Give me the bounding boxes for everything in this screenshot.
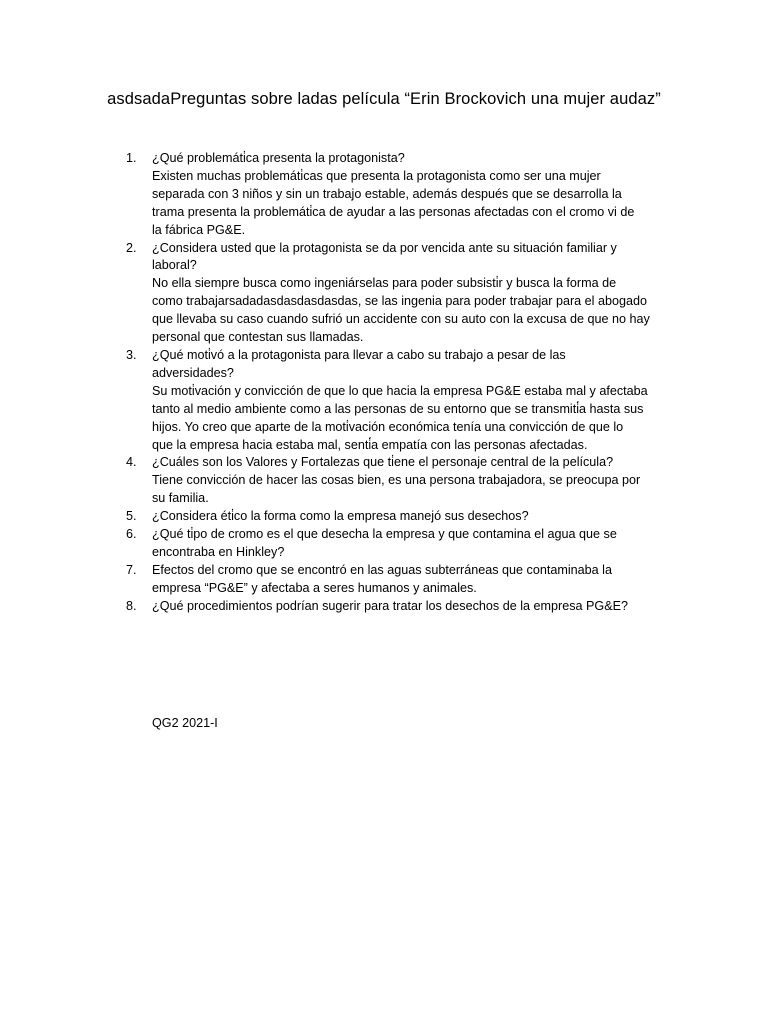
answer-line: separada con 3 niños y sin un trabajo estable, además después que se desarrolla la	[152, 186, 622, 201]
answer-line: tanto al medio ambiente como a las personas de su entorno que se transmiti̇́a hasta sus	[152, 401, 644, 416]
question-line: empresa “PG&E” y afectaba a seres humanos y animales.	[152, 580, 477, 595]
question-line: ¿Cuáles son los Valores y Fortalezas que ti̇ene el personaje central de la película?	[152, 455, 614, 470]
question-line: laboral?	[152, 258, 197, 273]
question-number: 3.	[126, 347, 137, 362]
answer-line: Su moti̇vación y convicción de que lo que hacia la empresa PG&E estaba mal y afectaba	[152, 383, 648, 398]
answer-line: hijos. Yo creo que aparte de la moti̇vación económica tenía una convicción de que lo	[152, 419, 624, 434]
answer-line: que llevaba su caso cuando sufrió un accidente con su auto con la excusa de que no hay	[152, 312, 650, 327]
question-list	[120, 150, 665, 616]
answer-line: la fábrica PG&E.	[152, 222, 246, 237]
answer-line: como trabajarsadadasdasdasdasdas, se las ingenia para poder trabajar para el abogado	[152, 294, 647, 309]
question-number: 4.	[126, 455, 137, 470]
question-item-5	[120, 508, 665, 526]
answer-line: trama presenta la problemáti̇ca de ayudar a las personas afectadas con el cromo vi de	[152, 204, 635, 219]
question-line: ¿Qué procedimientos podrían sugerir para tratar los desechos de la empresa PG&E?	[152, 598, 629, 613]
document-title: asdsadaPreguntas sobre ladas película “Erin Brockovich una mujer audaz”	[107, 90, 661, 108]
question-item-6	[120, 526, 665, 562]
question-item-8	[120, 598, 665, 616]
question-item-1	[120, 150, 665, 240]
question-item-7	[120, 562, 665, 598]
question-line: adversidades?	[152, 365, 234, 380]
answer-line: No ella siempre busca como ingeniárselas para poder subsisti̇r y busca la forma de	[152, 276, 617, 291]
question-number: 7.	[126, 562, 137, 577]
question-number: 1.	[126, 151, 137, 165]
question-line: ¿Qué ti̇po de cromo es el que desecha la empresa y que contamina el agua que se	[152, 527, 617, 542]
answer-line: que la empresa hacia estaba mal, senti̇́a empatía con las personas afectadas.	[152, 437, 588, 452]
question-line: ¿Considera usted que la protagonista se da por vencida ante su situación familiar y	[152, 240, 617, 255]
question-line: ¿Qué problemáti̇ca presenta la protagonista?	[152, 151, 405, 165]
question-line: ¿Qué moti̇vó a la protagonista para llevar a cabo su trabajo a pesar de las	[152, 347, 566, 362]
answer-line: Tiene convicción de hacer las cosas bien, es una persona trabajadora, se preocupa por	[152, 473, 641, 488]
question-line: Efectos del cromo que se encontró en las aguas subterráneas que contaminaba la	[152, 562, 612, 577]
question-number: 6.	[126, 527, 137, 542]
question-number: 8.	[126, 598, 137, 613]
question-number: 2.	[126, 240, 137, 255]
answer-line: Existen muchas problemáti̇cas que presenta la protagonista como ser una mujer	[152, 168, 601, 183]
question-item-4	[120, 454, 665, 508]
course-code: QG2 2021-I	[152, 716, 218, 730]
answer-line: personal que contestan sus llamadas.	[152, 330, 364, 345]
question-line: ¿Considera éti̇co la forma como la empresa manejó sus desechos?	[152, 509, 529, 524]
question-item-2	[120, 240, 665, 347]
question-number: 5.	[126, 509, 137, 524]
answer-line: su familia.	[152, 491, 209, 506]
question-item-3	[120, 347, 665, 454]
question-line: encontraba en Hinkley?	[152, 544, 285, 559]
